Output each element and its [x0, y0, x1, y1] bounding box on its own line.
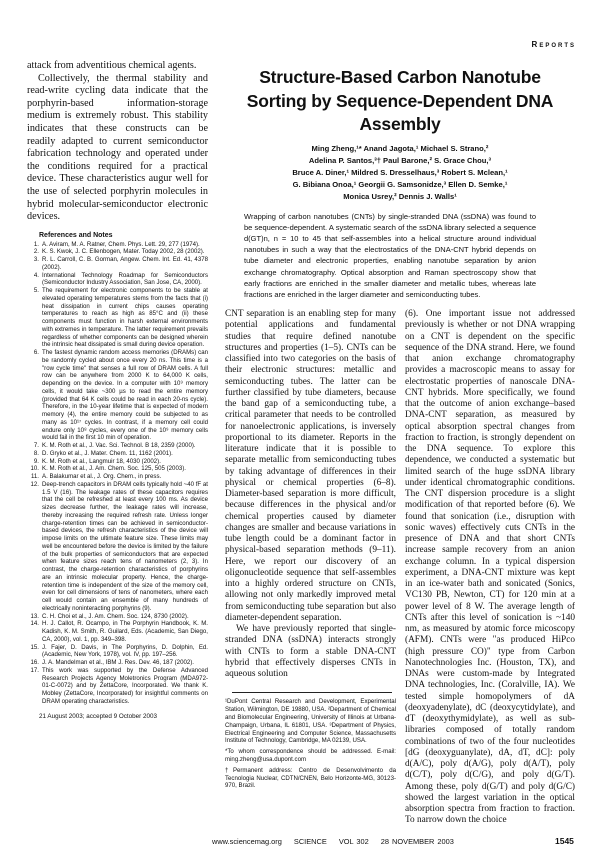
footnote: †Permanent address: Centro de Desenvolvimento da Tecnologia Nuclear, CDTN/CNEN, Belo Horizonte-MG, 30123-970, Brazil.: [225, 766, 396, 790]
abstract: Wrapping of carbon nanotubes (CNTs) by single-stranded DNA (ssDNA) was found to be sequence-dependent. A systematic search of the ssDNA library selected a sequence d(GT)n, n = 10 to 45 that self-assembles into a helical structure around individual nanotubes in such a way that the electrostatics of the DNA-CNT hybrid depends on tube diameter and electronic properties, enabling nanotube separation by anion exchange chromatography. Optical absorption and Raman spectroscopy show that early fractions are enriched in the smaller diameter and metallic tubes, whereas late fractions are enriched in the larger diameter and semiconducting tubes.: [244, 211, 536, 299]
footer-date: 28 NOVEMBER 2003: [380, 836, 454, 846]
reference-item: 6. The fastest dynamic random access memories (DRAMs) can be randomly cycled about once every 20 ns. This time is a "row cycle time" that senses a full row of DRAM cells. A full row can be anywhere from 2000 K to 64,000 K cells, depending on the device. In a computer with 10⁹ memory cells, it would take ~300 µs to read the entire memory (provided that 64 K cells could be read in each 20-ns cycle). Therefore, in the 10-year lifetime that is expected of modern memory (4), the entire memory could be subjected to as many as 10¹⁷ cycles. In contrast, if a memory cell could endure only 10⁸ cycles, every one of the 10⁹ memory cells would fail in the first 10 min of operation.: [33, 349, 208, 442]
received-accepted-dates: 21 August 2003; accepted 9 October 2003: [39, 712, 157, 720]
author-line: Ming Zheng,¹* Anand Jagota,¹ Michael S. Strano,²: [311, 143, 489, 153]
paragraph: attack from adventitious chemical agents.: [27, 60, 197, 71]
affiliation-footnotes: [225, 698, 396, 793]
article-main: [225, 60, 575, 827]
reference-item: 2. K. S. Kwok, J. C. Ellenbogen, Mater. Today 2002, 28 (2002).: [33, 248, 205, 256]
reference-item: 17. This work was supported by the Defense Advanced Research Projects Agency Moletronics Program (MDA972-01-C-0072) and by ZettaCore, Incorporated. We thank K. Mobley (ZettaCore, Incorporated) for insightful comments on DRAM operating characteristics.: [30, 666, 208, 705]
reference-item: 11. A. Balakumar et al., J. Org. Chem., in press.: [30, 473, 162, 481]
paragraph: Collectively, the thermal stability and read-write cycling data indicate that the porphyrin-based information-storage medium is extremely robust. This stability indicates that these constructs can be readily adapted to current semiconductor fabrication technology and operated under the conditions required for a practical device. These characteristics augur well for the use of selected porphyrin molecules in hybrid molecular-semiconductor electronic devices.: [27, 72, 208, 223]
page-footer: [0, 837, 600, 853]
reference-item: 8. D. Gryko et al., J. Mater. Chem. 11, 1162 (2001).: [33, 449, 173, 457]
footer-journal: SCIENCE: [293, 836, 327, 846]
footnote-divider: [232, 692, 392, 693]
reference-item: 15. J. Fajer, D. Davis, in The Porphyrins, D. Dolphin, Ed. (Academic, New York, 1978), vol. IV, pp. 197–256.: [30, 643, 208, 659]
reference-item: 1. A. Aviram, M. A. Ratner, Chem. Phys. Lett. 29, 277 (1974).: [33, 240, 200, 248]
references-list: [27, 241, 208, 706]
reference-item: 10. K. M. Roth et al., J. Am. Chem. Soc. 125, 505 (2003).: [30, 465, 186, 473]
paragraph: We have previously reported that single-stranded DNA (ssDNA) interacts strongly with CNTs to form a stable DNA-CNT hybrid that effectively disperses CNTs in aqueous solution: [225, 624, 396, 680]
references-heading: References and Notes: [39, 231, 113, 239]
body-columns: [225, 309, 575, 827]
footnote: ¹DuPont Central Research and Development, Experimental Station, Wilmington, DE 19880, USA. ²Department of Chemical and Biomolecular Engineering, University of Illinois at Urbana-Champaign, Urbana, IL 61801, USA. ³Department of Physics, Electrical Engineering and Computer Science, Massachusetts Institute of Technology, Cambridge, MA 02139, USA.: [225, 698, 396, 745]
left-column: [27, 60, 208, 720]
author-line: G. Bibiana Onoa,¹ Georgii G. Samsonidze,³ Ellen D. Semke,¹: [292, 179, 508, 189]
footnote: *To whom correspondence should be addressed. E-mail: ming.zheng@usa.dupont.com: [225, 748, 396, 763]
reference-item: 12. Deep-trench capacitors in DRAM cells typically hold ~40 fF at 1.5 V (16). The leakage rates of these capacitors requires that the cell be refreshed at least every 100 ms. As device sizes decrease further, the leakage rates will increase, thereby increasing the required refresh rate. Unless longer charge-retention times can be achieved in semiconductor-based devices, the refresh characteristics of the device will impose limits on the ultimate feature size. These limits may well be encountered before the device is limited by the failure of the bulk properties of semiconductors that are expected when feature sizes reach tens of nanometers (2, 3). In contrast, the charge-retention characteristics of porphyrins are an intrinsic molecular property. Hence, the charge-retention time is independent of the size of the memory cell, even for cell dimensions of tens of nanometers, where each cell would contain an ensemble of many hundreds of electrically noninteracting porphyrins (9).: [30, 480, 208, 612]
reference-item: 9. K. M. Roth et al., Langmuir 18, 4030 (2002).: [33, 457, 161, 465]
author-line: Monica Usrey,² Dennis J. Walls¹: [343, 191, 457, 201]
page-number: 1545: [555, 835, 574, 846]
author-list: [230, 143, 570, 203]
middle-column-body: [225, 309, 396, 680]
reference-item: 5. The requirement for electronic components to be stable at elevated operating temperatures stems from the facts that (i) heat dissipation in current chips causes operating temperatures to reach as high as 85°C and (ii) these components must function in harsh external environments with extremes in temperature. The latter requirement prevails regardless of whether components can be designed wherein the intrinsic heat dissipated is small during device operation.: [33, 287, 208, 349]
reference-item: 4. International Technology Roadmap for Semiconductors (Semiconductor Industry Association, San Jose, CA, 2000).: [33, 271, 208, 287]
section-label: Reports: [531, 40, 576, 49]
article-title: Structure-Based Carbon Nanotube Sorting by Sequence-Dependent DNA Assembly: [246, 67, 554, 134]
author-line: Bruce A. Diner,¹ Mildred S. Dresselhaus,³ Robert S. Mclean,¹: [292, 167, 508, 177]
reference-item: 14. H. J. Callot, R. Ocampo, in The Porphyrin Handbook, K. M. Kadish, K. M. Smith, R. Guilard, Eds. (Academic, San Diego, CA, 2000), vol. 1, pp. 349–398.: [30, 620, 208, 643]
footer-url: www.sciencemag.org: [212, 836, 282, 846]
footer-volume: VOL 302: [338, 836, 369, 846]
author-line: Adelina P. Santos,³† Paul Barone,² S. Grace Chou,³: [308, 155, 492, 165]
right-column-body: [405, 309, 575, 827]
reference-item: 3. R. L. Carroll, C. B. Gorman, Angew. Chem. Int. Ed. 41, 4378 (2002).: [33, 256, 208, 271]
reference-item: 7. K. M. Roth et al., J. Vac. Sci. Technol. B 18, 2359 (2000).: [33, 442, 196, 450]
middle-column: [225, 309, 396, 793]
reference-item: 16. J. A. Mandelman et al., IBM J. Res. Dev. 46, 187 (2002).: [30, 659, 194, 667]
paragraph: (6). One important issue not addressed previously is whether or not DNA wrapping on a CNT is dependent on the specific sequence of the DNA strand. Here, we found that anion exchange chromatography provides a macroscopic means to assay for electrostatic properties of nanoscale DNA-CNT hybrids. More specifically, we found that the outcome of anion exchange–based DNA-CNT separation, as measured by optical absorption spectral changes from fraction to fraction, is strongly dependent on the DNA sequence. To explore this dependence, we conducted a systematic but limited search of the huge ssDNA library under identical chromatographic conditions. The CNT dispersion procedure is a slight modification of that reported before (6). We found that sonication (i.e., disruption with sonic waves) effectively cuts CNTs in the presence of DNA and that short CNTs increase sample recovery from an anion exchange column. In a typical dispersion experiment, a DNA-CNT mixture was kept in an ice-water bath and sonicated (Sonics, VC130 PB, Newton, CT) for 120 min at a power level of 8 W. The average length of CNTs after this level of sonication is ~140 nm, as measured by atomic force micoscopy (AFM). CNTs were "as produced HiPco (high pressure CO)" type from Carbon Nanotechnologies Inc. (Houston, TX), and DNAs were custom-made by Integrated DNA technologies, Inc. (Coralville, IA). We tested simple homopolymers of dA (deoxyadenylate), dC (deoxycytidylate), and dT (deoxythymidylate), as well as sub-libraries composed of totally random combinations of two of the four nucleotides [dG (deoxyguanylate), dA, dT, dC]: poly d(A/C), poly d(A/G), poly d(A/T), poly d(C/T), poly d(C/G), and poly d(G/T). Among these, poly d(G/T) and poly d(G/C) showed the largest variation in the optical absorption spectra from fraction to fraction. To narrow down the choice: [405, 309, 575, 826]
paragraph: CNT separation is an enabling step for many potential applications and fundamental studies that require defined nanotube structures and properties (1–5). CNTs can be classified into two categories on the basis of their electronic structures: metallic and semiconducting tubes. The latter can be further classified by tube diameters, because the band gap of a semiconducting tube, a critical parameter that needs to be controlled for nanoelectronic applications, is inversely proportional to its diameter. Reports in the literature indicate that it is possible to separate metallic from semiconducting tubes by taking advantage of differences in their physical or chemical properties (6–8). Diameter-based separation is more difficult, because differences in the physical and/or chemical properties caused by diameter changes are smaller and because variations in tube length could be a dominant factor in physical-based separation methods (9–11). Here, we report our discovery of an oligonucleotide sequence that self-assembles into a highly ordered structure on CNTs, allowing not only markedly improved metal from semiconducting tube separation but also diameter-dependent separation.: [225, 309, 396, 623]
reference-item: 13. C. H. Choi et al., J. Am. Chem. Soc. 124, 8730 (2002).: [30, 612, 189, 620]
left-column-body: [27, 60, 208, 224]
